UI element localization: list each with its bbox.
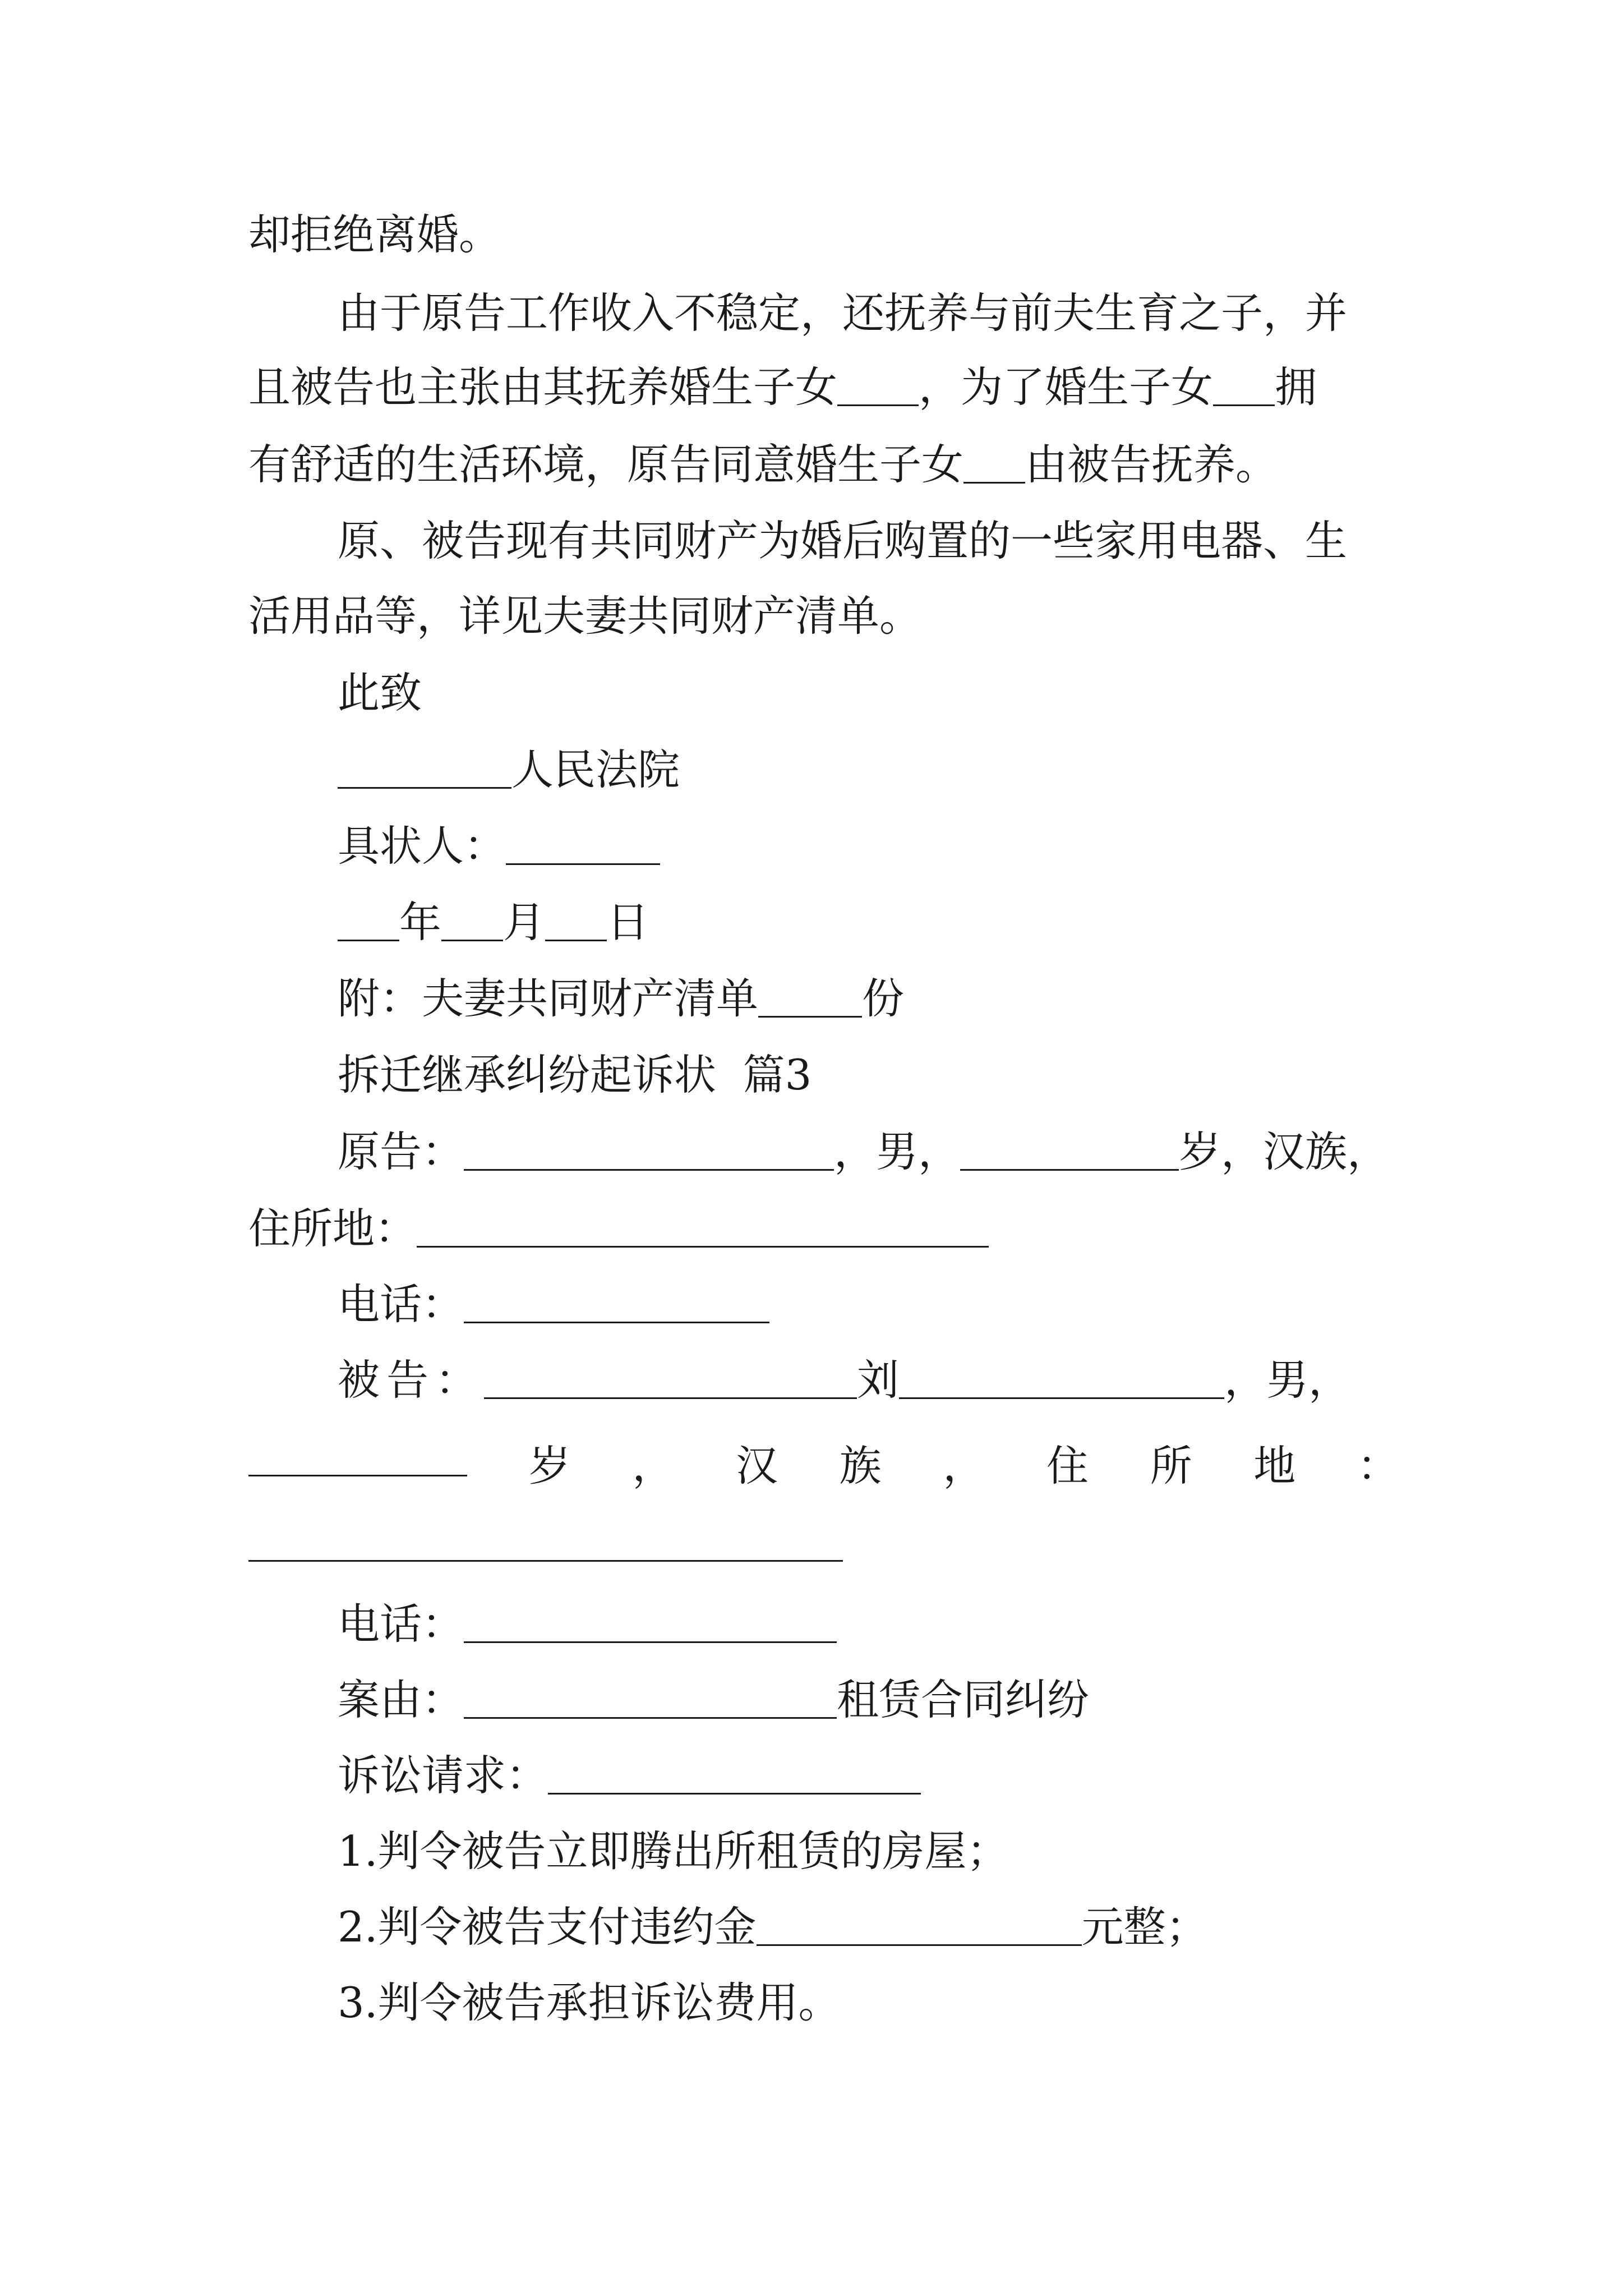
text: 族 xyxy=(839,1441,882,1490)
text: 案由： xyxy=(338,1675,464,1724)
blank-line xyxy=(837,367,919,406)
text: 原告： xyxy=(338,1127,464,1176)
blank-line xyxy=(338,750,511,789)
text: 拥 xyxy=(1275,362,1317,412)
text: 年 xyxy=(399,898,442,947)
text: ，为了婚生子女 xyxy=(919,362,1214,412)
paragraph-line xyxy=(338,513,1487,569)
text: ，男， xyxy=(834,1127,961,1176)
blank-line xyxy=(960,1132,1179,1171)
text: ， xyxy=(632,1441,675,1490)
blank-line xyxy=(1213,367,1275,406)
text: 人民法院 xyxy=(511,745,680,794)
text: 拆迁继承纠纷起诉状 篇3 xyxy=(338,1050,812,1099)
cause-line xyxy=(338,1672,1487,1728)
plaintiff-address-line xyxy=(248,1200,1398,1257)
blank-line xyxy=(484,1360,857,1399)
text: 汉 xyxy=(735,1441,778,1490)
defendant-address-line xyxy=(248,1515,1398,1571)
blank-line xyxy=(248,1438,467,1476)
text: 却拒绝离婚。 xyxy=(248,210,501,259)
text: 有舒适的生活环境，原告同意婚生子女 xyxy=(248,440,964,489)
text: 且被告也主张由其抚养婚生子女 xyxy=(248,362,838,412)
blank-line xyxy=(338,903,399,941)
text: 活用品等，详见夫妻共同财产清单。 xyxy=(248,591,922,641)
filer-line xyxy=(338,818,1487,874)
paragraph-line xyxy=(248,436,1398,493)
text: 被告： xyxy=(338,1355,485,1405)
blank-line xyxy=(464,1604,837,1643)
text: 地 xyxy=(1253,1441,1296,1490)
salutation xyxy=(338,665,1487,721)
blank-line xyxy=(417,1209,989,1248)
blank-line xyxy=(464,1132,834,1171)
text: ： xyxy=(1357,1441,1399,1490)
attachment-line xyxy=(338,970,1487,1027)
defendant-age-line xyxy=(248,1438,1398,1494)
text: 元整； xyxy=(1081,1902,1208,1952)
text: 3.判令被告承担诉讼费用。 xyxy=(338,1978,841,2027)
text: 诉讼请求： xyxy=(338,1751,548,1800)
text: 此致 xyxy=(338,668,422,717)
blank-line xyxy=(758,979,862,1018)
text: 1.判令被告立即腾出所租赁的房屋； xyxy=(338,1826,1009,1876)
text: 由于原告工作收入不稳定，还抚养与前夫生育之子，并 xyxy=(338,288,1348,338)
text: 具状人： xyxy=(338,821,506,871)
plaintiff-line xyxy=(338,1124,1487,1180)
phone-line xyxy=(338,1596,1487,1652)
text: ，男， xyxy=(1224,1355,1351,1405)
blank-line xyxy=(899,1360,1224,1399)
paragraph-line xyxy=(248,359,1398,415)
paragraph-line xyxy=(248,588,1398,644)
blank-line xyxy=(506,826,660,865)
defendant-line xyxy=(338,1352,1487,1408)
blank-line xyxy=(963,445,1025,484)
text: 原、被告现有共同财产为婚后购置的一些家用电器、生 xyxy=(338,516,1348,565)
court-line xyxy=(338,742,1487,798)
text: 电话： xyxy=(338,1599,464,1649)
paragraph-line xyxy=(248,206,1398,263)
section-title xyxy=(338,1047,1487,1103)
blank-line xyxy=(464,1285,769,1323)
text: 电话： xyxy=(338,1280,464,1329)
blank-line xyxy=(464,1680,837,1719)
text: 岁 xyxy=(528,1441,571,1490)
text: 份 xyxy=(862,974,905,1023)
blank-line xyxy=(441,903,503,941)
text: 由被告抚养。 xyxy=(1025,440,1278,489)
text: ， xyxy=(943,1441,985,1490)
text: 住 xyxy=(1046,1441,1089,1490)
paragraph-line xyxy=(338,285,1487,341)
text: 租赁合同纠纷 xyxy=(837,1675,1090,1724)
text: 附：夫妻共同财产清单 xyxy=(338,974,759,1023)
blank-line xyxy=(545,903,607,941)
date-line xyxy=(338,894,1487,950)
claim-item xyxy=(338,1899,1487,1955)
text: 月 xyxy=(503,898,546,947)
text: 所 xyxy=(1150,1441,1192,1490)
claims-line xyxy=(338,1747,1487,1803)
text: 日 xyxy=(607,898,649,947)
blank-line xyxy=(248,1523,843,1562)
text: 刘 xyxy=(857,1355,900,1405)
text: 岁，汉族， xyxy=(1179,1127,1390,1176)
text: 2.判令被告支付违约金 xyxy=(338,1902,757,1952)
claim-item xyxy=(338,1823,1487,1879)
phone-line xyxy=(338,1276,1487,1332)
blank-line xyxy=(548,1756,921,1795)
text: 住所地： xyxy=(248,1204,417,1253)
claim-item xyxy=(338,1975,1487,2031)
blank-line xyxy=(757,1907,1082,1946)
